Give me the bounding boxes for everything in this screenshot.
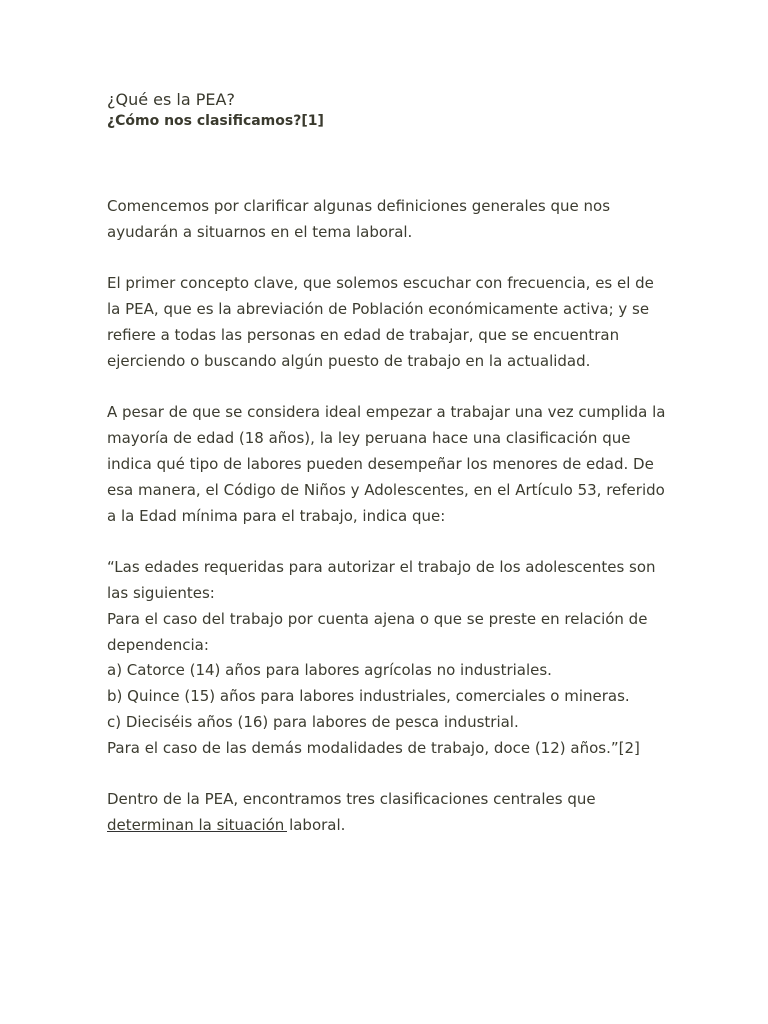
footnote-separator xyxy=(107,831,287,832)
quote-item: a) Catorce (14) años para labores agrícolas no industriales. xyxy=(107,661,552,680)
paragraph-intro: Comencemos por clarificar algunas definiciones generales que nos ayudarán a situarnos en el tema laboral. xyxy=(107,197,611,241)
paragraph-pea-definition: El primer concepto clave, que solemos escuchar con frecuencia, es el de la PEA, que es la abreviación de Población económicamente activa; y se refiere a todas las personas en edad de trabajar, que se encuentran ejerciendo o buscando algún puesto de trabajo en la actualidad. xyxy=(107,274,654,370)
page-subtitle: ¿Cómo nos clasificamos?[1] xyxy=(107,113,324,129)
paragraph-classifications: Dentro de la PEA, encontramos tres clasificaciones centrales que determinan la situación laboral. xyxy=(107,790,596,835)
quote-case-dependent: Para el caso del trabajo por cuenta ajena o que se preste en relación de dependencia: xyxy=(107,609,648,654)
document-body xyxy=(107,89,667,839)
quote-intro: “Las edades requeridas para autorizar el trabajo de los adolescentes son las siguientes: xyxy=(107,558,656,602)
paragraph-minimum-age: A pesar de que se considera ideal empezar a trabajar una vez cumplida la mayoría de edad (18 años), la ley peruana hace una clasificación que indica qué tipo de labores pueden desempeñar los menores de edad. De esa manera, el Código de Niños y Adolescentes, en el Artículo 53, referido a la Edad mínima para el trabajo, indica que: xyxy=(107,403,666,525)
quote-closing: Para el caso de las demás modalidades de trabajo, doce (12) años.”[2] xyxy=(107,738,640,757)
legal-quote xyxy=(107,555,667,761)
quote-item: b) Quince (15) años para labores industriales, comerciales o mineras. xyxy=(107,687,630,706)
page-title: ¿Qué es la PEA? xyxy=(107,90,235,109)
quote-item: c) Dieciséis años (16) para labores de pesca industrial. xyxy=(107,712,519,731)
